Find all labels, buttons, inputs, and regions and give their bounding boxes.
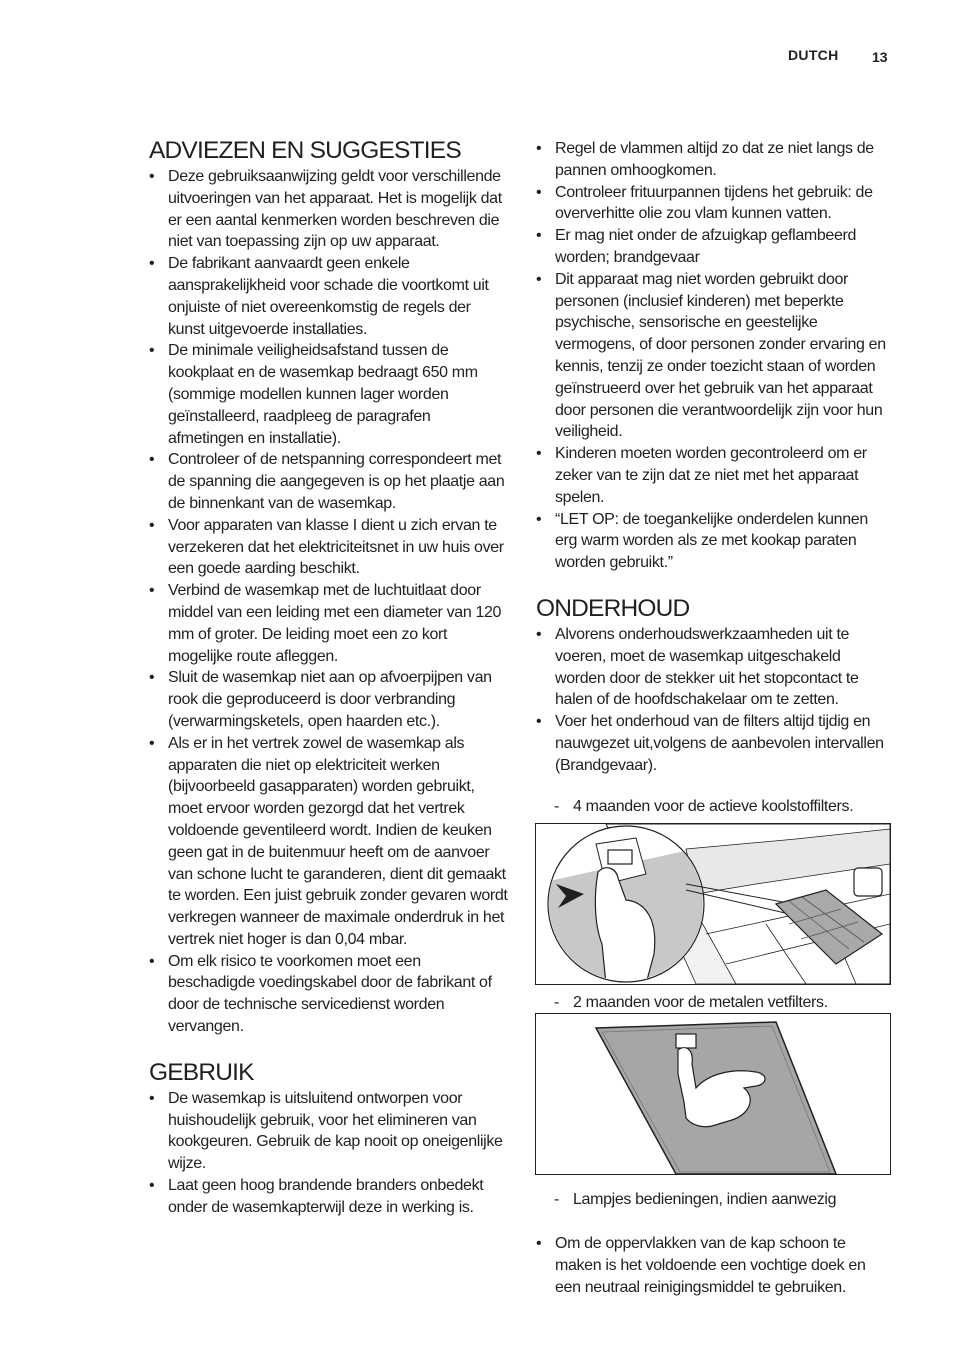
- list-item: • Voer het onderhoud van de filters altijd tijdig en nauwgezet uit,volgens de aanbevolen intervallen (Brandgevaar).: [536, 711, 892, 776]
- right-column: [536, 138, 892, 777]
- list-item: • Controleer frituurpannen tijdens het gebruik: de oververhitte olie zou vlam kunnen vatten.: [536, 182, 892, 226]
- onderhoud-list: [536, 624, 892, 777]
- section-title-adviezen: ADVIEZEN EN SUGGESTIES: [149, 137, 461, 164]
- adviezen-list: [149, 166, 509, 1038]
- gebruik-list: [149, 1088, 509, 1219]
- dash-item-text: 2 maanden voor de metalen vetfilters.: [573, 994, 828, 1011]
- header-language: DUTCH: [788, 47, 839, 63]
- section-title-gebruik: GEBRUIK: [149, 1058, 254, 1086]
- list-item: • Laat geen hoog brandende branders onbedekt onder de wasemkapterwijl deze in werking is.: [149, 1175, 509, 1219]
- list-item: • Sluit de wasemkap niet aan op afvoerpijpen van rook die geproduceerd is door verbranding (verwarmingsketels, open haarden etc.).: [149, 667, 509, 732]
- grease-filter-icon: [536, 1014, 890, 1174]
- dash-item: - 4 maanden voor de actieve koolstoffilters.: [554, 798, 854, 815]
- list-item: • Kinderen moeten worden gecontroleerd om er zeker van te zijn dat ze niet met het apparaat spelen.: [536, 443, 892, 508]
- list-item: • Voor apparaten van klasse I dient u zich ervan te verzekeren dat het elektriciteitsnet in uw huis over een goede aarding beschikt.: [149, 515, 509, 580]
- list-item: • Om de oppervlakken van de kap schoon te maken is het voldoende een vochtige doek en een neutraal reinigingsmiddel te gebruiken.: [536, 1233, 892, 1298]
- list-item: • Regel de vlammen altijd zo dat ze niet langs de pannen omhoogkomen.: [536, 138, 892, 182]
- left-column: [149, 136, 509, 1219]
- dash-item: - 2 maanden voor de metalen vetfilters.: [554, 994, 828, 1011]
- list-item: • Verbind de wasemkap met de luchtuitlaat door middel van een leiding met een diameter van 120 mm of groter. De leiding moet een zo kort mogelijke route afleggen.: [149, 580, 509, 667]
- list-item: • De minimale veiligheidsafstand tussen de kookplaat en de wasemkap bedraagt 650 mm (sommige modellen kunnen lager worden geïnstalleerd, raadpleeg de paragrafen afmetingen en installatie).: [149, 340, 509, 449]
- dash-item: - Lampjes bedieningen, indien aanwezig: [554, 1191, 837, 1208]
- page-number: 13: [872, 49, 888, 65]
- list-item: • Om elk risico te voorkomen moet een beschadigde voedingskabel door de fabrikant of door de technische servicedienst worden vervangen.: [149, 951, 509, 1038]
- list-item: • “LET OP: de toegankelijke onderdelen kunnen erg warm worden als ze met kookap paraten worden gebruikt.”: [536, 509, 892, 574]
- dash-item-text: Lampjes bedieningen, indien aanwezig: [573, 1191, 837, 1208]
- list-item: • Alvorens onderhoudswerkzaamheden uit te voeren, moet de wasemkap uitgeschakeld worden door de stekker uit het stopcontact te halen of de hoofdschakelaar om te zetten.: [536, 624, 892, 711]
- list-item: • Dit apparaat mag niet worden gebruikt door personen (inclusief kinderen) met beperkte psychische, sensorische en geestelijke vermogens, of door personen zonder ervaring en kennis, tenzij ze onder toezicht staan of worden geïnstrueerd over het gebruik van het apparaat door personen die verantwoordelijk zijn voor hun veiligheid.: [536, 269, 892, 443]
- carbon-filter-figure: [535, 823, 891, 985]
- list-item: • De wasemkap is uitsluitend ontworpen voor huishoudelijk gebruik, voor het elimineren van kookgeuren. Gebruik de kap nooit op oneigenlijke wijze.: [149, 1088, 509, 1175]
- gebruik-continued-list: [536, 138, 892, 574]
- dash-item-text: 4 maanden voor de actieve koolstoffilters.: [573, 798, 854, 815]
- list-item: • Als er in het vertrek zowel de wasemkap als apparaten die niet op elektriciteit werken (bijvoorbeeld gasapparaten) worden gebruikt, moet ervoor worden gezorgd dat het vertrek voldoende geventileerd wordt. Indien de keuken geen gat in de buitenmuur heeft om de aanvoer van schone lucht te garanderen, dient dit gemaakt te worden. Een juist gebruik zonder gevaren wordt verkregen wanneer de maximale onderdruk in het vertrek niet hoger is dan 0,04 mbar.: [149, 733, 509, 951]
- list-item: • Deze gebruiksaanwijzing geldt voor verschillende uitvoeringen van het apparaat. Het is mogelijk dat er een aantal kenmerken worden beschreven die niet van toepassing zijn op uw apparaat.: [149, 166, 509, 253]
- list-item: • Controleer of de netspanning correspondeert met de spanning die aangegeven is op het plaatje aan de binnenkant van de wasemkap.: [149, 449, 509, 514]
- section-title-onderhoud: ONDERHOUD: [536, 594, 690, 622]
- onderhoud-final-list: [536, 1233, 892, 1298]
- list-item: • De fabrikant aanvaardt geen enkele aansprakelijkheid voor schade die voortkomt uit onjuiste of niet overeenkomstig de regels der kunst uitgevoerde installaties.: [149, 253, 509, 340]
- list-item: • Er mag niet onder de afzuigkap geflambeerd worden; brandgevaar: [536, 225, 892, 269]
- grease-filter-figure: [535, 1013, 891, 1175]
- carbon-filter-icon: [536, 824, 890, 984]
